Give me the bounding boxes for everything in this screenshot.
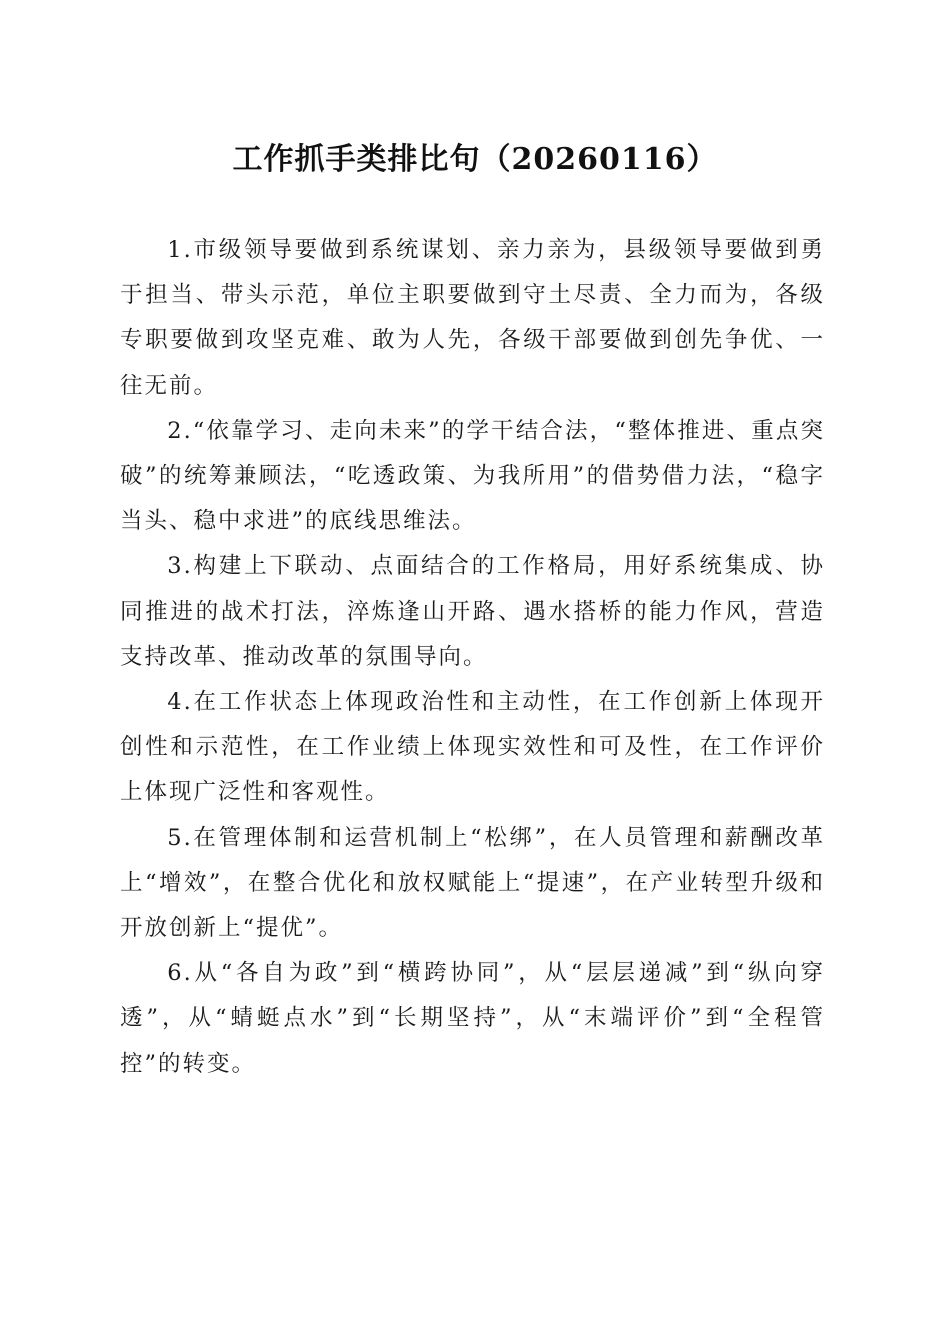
paragraph-6: 6.从“各自为政”到“横跨协同”，从“层层递减”到“纵向穿透”，从“蜻蜓点水”到“长期坚持”，从“末端评价”到“全程管控”的转变。 bbox=[120, 960, 825, 1077]
paragraph-5: 5.在管理体制和运营机制上“松绑”，在人员管理和薪酬改革上“增效”，在整合优化和放权赋能上“提速”，在产业转型升级和开放创新上“提优”。 bbox=[120, 824, 825, 942]
paragraph-3: 3.构建上下联动、点面结合的工作格局，用好系统集成、协同推进的战术打法，淬炼逢山开路、遇水搭桥的能力作风，营造支持改革、推动改革的氛围导向。 bbox=[120, 553, 825, 670]
paragraph-2: 2.“依靠学习、走向未来”的学干结合法，“整体推进、重点突破”的统筹兼顾法，“吃透政策、为我所用”的借势借力法，“稳字当头、稳中求进”的底线思维法。 bbox=[120, 417, 825, 535]
document-body bbox=[120, 228, 825, 1087]
paragraph-1: 1.市级领导要做到系统谋划、亲力亲为，县级领导要做到勇于担当、带头示范，单位主职要做到守土尽责、全力而为，各级专职要做到攻坚克难、敢为人先，各级干部要做到创先争优、一往无前。 bbox=[120, 237, 825, 399]
paragraph-4: 4.在工作状态上体现政治性和主动性，在工作创新上体现开创性和示范性，在工作业绩上体现实效性和可及性，在工作评价上体现广泛性和客观性。 bbox=[120, 689, 825, 806]
document-title: 工作抓手类排比句（20260116） bbox=[232, 142, 718, 177]
